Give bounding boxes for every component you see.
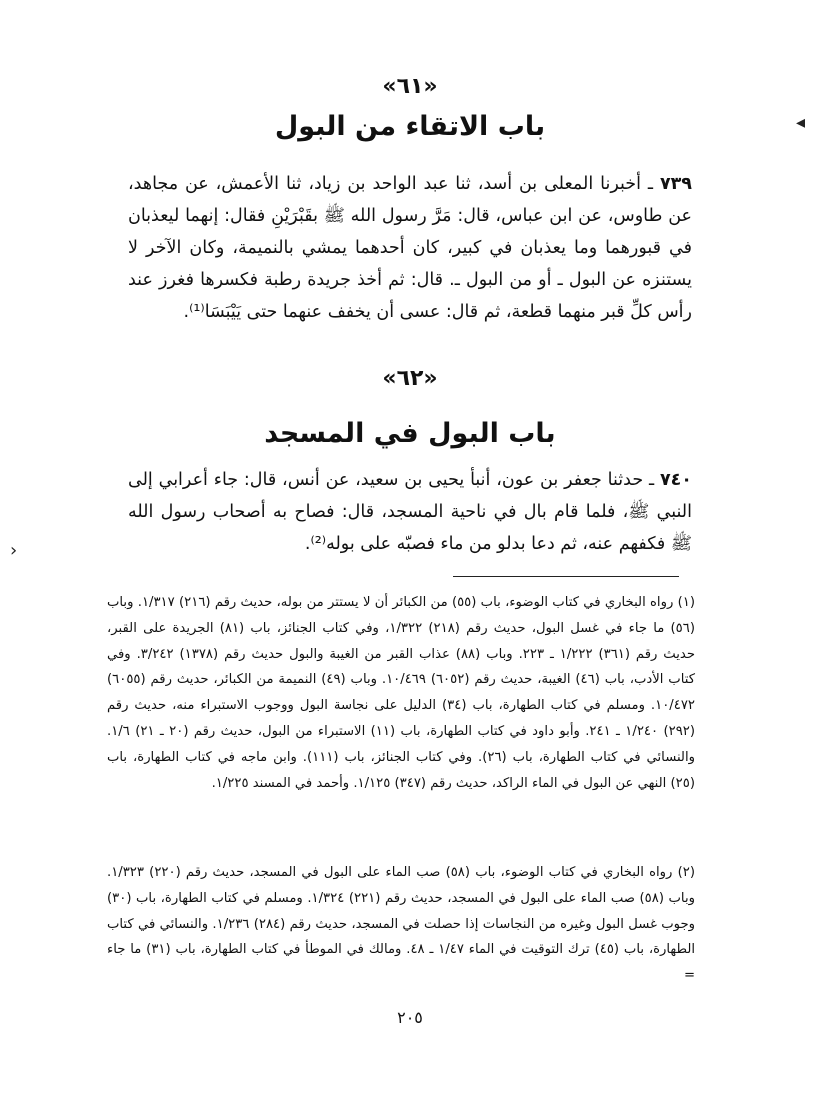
section-number-62: «٦٢» bbox=[382, 366, 438, 391]
section-title-61: باب الاتقاء من البول bbox=[274, 111, 546, 142]
footnote-1-text: (١) رواه البخاري في كتاب الوضوء، باب (٥٥) من الكبائر أن لا يستتر من بوله، حديث رقم (٢١٦) ١/٣١٧. وباب (٥٦) ما جاء في غسل البول، حديث رقم (٢١٨) ١/٣٢٢، وفي كتاب الجنائز، باب (٨١) الجريدة على القبر، حديث رقم (٣٦١) ١/٢٢٢ ـ ٢٢٣. وباب (٨٨) عذاب القبر من الغيبة والبول حديث رقم (١٣٧٨) ٣/٢٤٢. وفي كتاب الأدب، باب (٤٦) الغيبة، حديث رقم (٦٠٥٢) ١٠/٤٦٩. وباب (٤٩) النميمة من الكبائر، حديث رقم (٦٠٥٥) ١٠/٤٧٢. ومسلم في كتاب الطهارة، باب (٣٤) الدليل على نجاسة البول ووجوب الاستبراء منه، حديث رقم (٢٩٢) ١/٢٤٠ ـ ٢٤١. وأبو داود في كتاب الطهارة، باب (١١) الاستبراء من البول، حديث رقم (٢٠ ـ ٢١) ١/٦. والنسائي في كتاب الطهارة، باب (٢٦). وفي كتاب الجنائز، باب (١١١). وابن ماجه في كتاب الطهارة، باب (٢٥) النهي عن البول في الماء الراكد، حديث رقم (٣٤٧) ١/١٢٥. وأحمد في المسند ١/٢٢٥. bbox=[107, 595, 696, 791]
hadith-number-740: ٧٤٠ bbox=[659, 470, 692, 490]
margin-mark-left: › bbox=[10, 540, 18, 561]
hadith-number-739: ٧٣٩ bbox=[659, 174, 692, 194]
section-number-61: «٦١» bbox=[382, 74, 438, 99]
hadith-739 bbox=[128, 168, 692, 328]
section-title-62: باب البول في المسجد bbox=[264, 418, 556, 449]
footnote-1 bbox=[107, 590, 695, 796]
hadith-text-739: ـ أخبرنا المعلى بن أسد، ثنا عبد الواحد بن زياد، ثنا الأعمش، عن مجاهد، عن طاوس، عن ابن عباس، قال: مَرَّ رسول الله ﷺ بقَبْرَيْنِ فقال: إنهما ليعذبان في قبورهما وما يعذبان في كبير، كان أحدهما يمشي بالنميمة، وكان الآخر لا يستنزه عن البول ـ أو من البول ـ. قال: ثم أخذ جريدة رطبة فكسرها فغرز عند رأس كلِّ قبر منهما قطعة، ثم قال: عسى أن يخفف عنهما حتى يَيْبَسَا⁽¹⁾. bbox=[128, 174, 692, 322]
hadith-740 bbox=[128, 464, 692, 560]
footnote-2 bbox=[107, 860, 695, 989]
page-number: ٢٠٥ bbox=[397, 1008, 423, 1027]
footnote-separator bbox=[453, 576, 679, 577]
footnote-2-text: (٢) رواه البخاري في كتاب الوضوء، باب (٥٨) صب الماء على البول في المسجد، حديث رقم (٢٢٠) ١/٣٢٣. وباب (٥٨) صب الماء على البول في المسجد، حديث رقم (٢٢١) ١/٣٢٤. ومسلم في كتاب الطهارة، باب (٣٠) وجوب غسل البول وغيره من النجاسات إذا حصلت في المسجد، حديث رقم (٢٨٤) ١/٢٣٦. والنسائي في كتاب الطهارة، باب (٤٥) ترك التوقيت في الماء ١/٤٧ ـ ٤٨. ومالك في الموطأ في كتاب الطهارة، باب (٣١) ما جاء = bbox=[107, 865, 696, 984]
hadith-text-740: ـ حدثنا جعفر بن عون، أنبأ يحيى بن سعيد، عن أنس، قال: جاء أعرابي إلى النبي ﷺ، فلما قام بال في ناحية المسجد، قال: فصاح به أصحاب رسول الله ﷺ فكفهم عنه، ثم دعا بدلو من ماء فصبّه على بوله⁽²⁾. bbox=[128, 470, 692, 554]
margin-mark-right: ◂ bbox=[796, 112, 806, 133]
